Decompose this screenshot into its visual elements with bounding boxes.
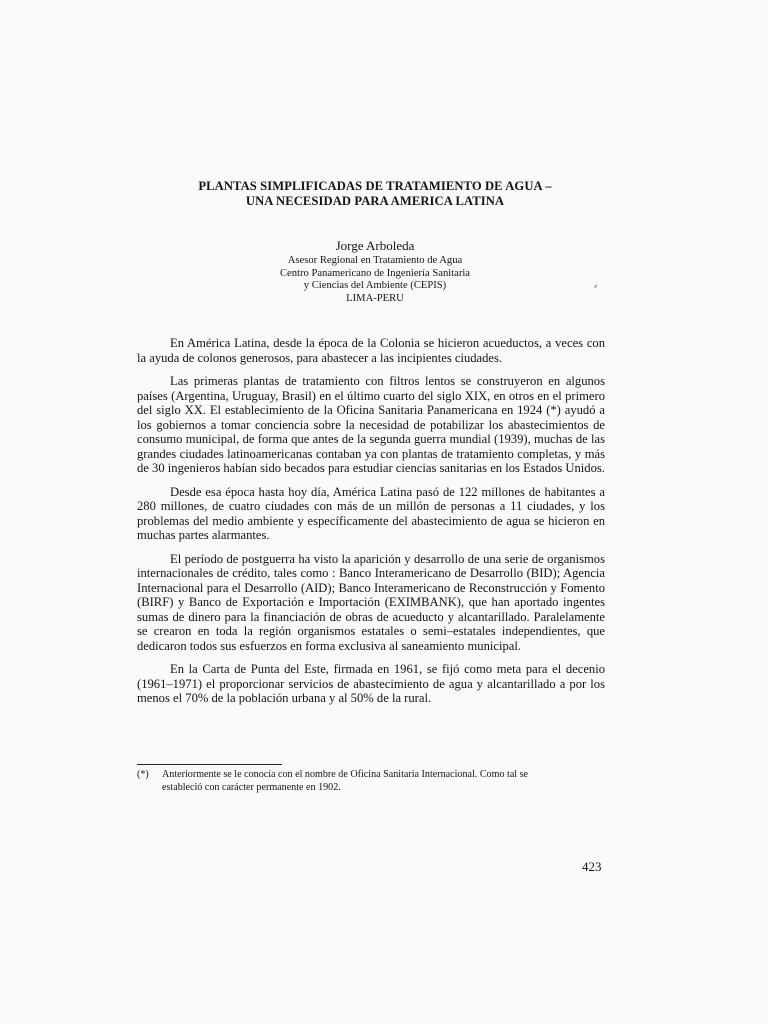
paragraph: En América Latina, desde la época de la Colonia se hicieron acueductos, a veces con la ayuda de colonos generosos, para abastecer a las incipientes ciudades.: [137, 336, 605, 365]
paragraph: En la Carta de Punta del Este, firmada en 1961, se fijó como meta para el decenio (1961–1971) el proporcionar servicios de abastecimiento de agua y alcantarillado a por los menos el 70% de la población urbana y al 50% de la rural.: [137, 662, 605, 705]
document-title: [140, 179, 610, 209]
paragraph: Desde esa época hasta hoy día, América Latina pasó de 122 millones de habitantes a 280 millones, de cuatro ciudades con más de un millón de personas a 11 ciudades, y los problemas del medio ambiente y específicamente del abastecimiento de agua se hicieron en muchas partes alarmantes.: [137, 484, 605, 542]
footnote-text-line-1: Anteriormente se le conocía con el nombre de Oficina Sanitaria Internacional. Como tal se: [162, 769, 529, 780]
scan-mark-icon: ⸗: [594, 281, 598, 292]
author-name: Jorge Arboleda: [335, 238, 415, 253]
footnote-divider: [137, 764, 282, 765]
footnote-text-line-2: estableció con carácter permanente en 1902.: [162, 782, 341, 793]
footnote: [137, 768, 607, 794]
affiliation-line: LIMA-PERU: [346, 292, 404, 304]
body-text: [137, 336, 605, 715]
title-line-1: PLANTAS SIMPLIFICADAS DE TRATAMIENTO DE AGUA –: [198, 179, 552, 193]
paragraph: El período de postguerra ha visto la aparición y desarrollo de una serie de organismos internacionales de crédito, tales como : Banco Interamericano de Desarrollo (BID); Agencia Internacional para el Desarrollo (AID); Banco Interamericano de Reconstrucción y Fomento (BIRF) y Banco de Exportación e Importación (EXIMBANK), que han aportado ingentes sumas de dinero para la financiación de obras de acueducto y alcantarillado. Paralelamente se crearon en toda la región organismos estatales o semi–estatales independientes, que dedicaron todos sus esfuerzos en forma exclusiva al saneamiento municipal.: [137, 551, 605, 653]
footnote-marker: (*): [137, 769, 149, 780]
affiliation-line: Asesor Regional en Tratamiento de Agua: [287, 255, 463, 266]
affiliation-line: Centro Panamericano de Ingeniería Sanitaria: [279, 267, 471, 279]
author-affiliation: [140, 255, 610, 305]
title-line-2: UNA NECESIDAD PARA AMERICA LATINA: [245, 194, 505, 208]
page-number: 423: [582, 859, 602, 874]
affiliation-line: y Ciencias del Ambiente (CEPIS): [303, 280, 447, 292]
paragraph: Las primeras plantas de tratamiento con filtros lentos se construyeron en algunos países (Argentina, Uruguay, Brasil) en el último cuarto del siglo XIX, en otros en el primero del siglo XX. El establecimiento de la Oficina Sanitaria Panamericana en 1924 (*) ayudó a los gobiernos a tomar conciencia sobre la necesidad de potabilizar los abastecimientos de consumo municipal, de forma que antes de la segunda guerra mundial (1939), muchas de las grandes ciudades latinoamericanas contaban ya con plantas de tratamiento completas, y más de 30 ingenieros habían sido becados para estudiar ciencias sanitarias en los Estados Unidos.: [137, 374, 605, 475]
